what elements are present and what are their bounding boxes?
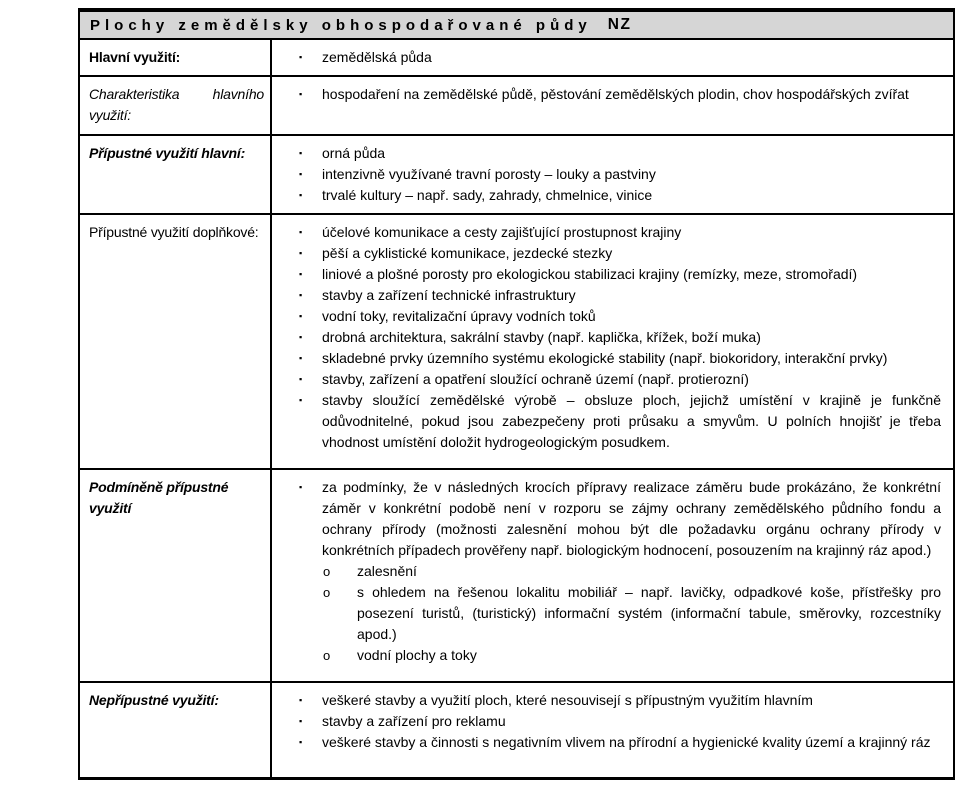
square-bullet-icon: ▪ [299, 290, 303, 300]
list-item [272, 164, 941, 185]
list-item [272, 143, 941, 164]
list-item [272, 306, 941, 327]
list-item [272, 47, 941, 68]
list-item [272, 369, 941, 390]
circle-bullet-icon: o [323, 585, 331, 600]
circle-bullet-icon: o [323, 564, 331, 579]
row-label: Přípustné využití hlavní: [80, 136, 272, 213]
list-item-text: za podmínky, že v následných krocích přípravy realizace záměru bude prokázáno, že konkrétní záměr v konkrétní podobě není v rozporu se zájmy ochrany zemědělského půdního fondu a ochrany přírody (možnosti zalesnění mohou být dle požadavku orgánu ochrany přírody v konkrétních případech prověřeny např. biologickým hodnocení, posouzením na krajinný ráz apod.) [322, 479, 941, 558]
sub-list-item-text: vodní plochy a toky [357, 647, 477, 663]
land-use-table [78, 8, 955, 780]
list-item-text: veškeré stavby a činnosti s negativním vlivem na přírodní a hygienické kvality území a krajinný ráz [322, 734, 931, 750]
list-item [272, 243, 941, 264]
table-title: Plochy zemědělsky obhospodařované půdy [90, 16, 592, 34]
zone-code: NZ [607, 16, 632, 33]
square-bullet-icon: ▪ [299, 269, 303, 279]
square-bullet-icon: ▪ [299, 716, 303, 726]
list-item-text: intenzivně využívané travní porosty – louky a pastviny [322, 166, 656, 182]
list-item-text: trvalé kultury – např. sady, zahrady, chmelnice, vinice [322, 187, 653, 203]
sub-list-item [272, 582, 941, 645]
square-bullet-icon: ▪ [299, 52, 303, 62]
list-item [272, 711, 941, 732]
table-row-permitted-main [80, 134, 953, 213]
square-bullet-icon: ▪ [299, 169, 303, 179]
list-item [272, 348, 941, 369]
list-item-text: drobná architektura, sakrální stavby (např. kaplička, křížek, boží muka) [322, 329, 761, 345]
square-bullet-icon: ▪ [299, 227, 303, 237]
table-header-row [80, 12, 953, 40]
list-item-text: zemědělská půda [322, 49, 432, 65]
list-item-text: skladebné prvky územního systému ekologické stability (např. biokoridory, interakční prvky) [322, 350, 888, 366]
square-bullet-icon: ▪ [299, 89, 303, 99]
square-bullet-icon: ▪ [299, 737, 303, 747]
row-content [272, 77, 953, 134]
list-item [272, 732, 941, 753]
list-item-text: stavby a zařízení technické infrastruktury [322, 287, 576, 303]
square-bullet-icon: ▪ [299, 332, 303, 342]
list-item [272, 477, 941, 561]
row-label: Hlavní využití: [80, 40, 272, 75]
sub-list-item-text: zalesnění [357, 563, 417, 579]
square-bullet-icon: ▪ [299, 311, 303, 321]
row-label: Nepřípustné využití: [80, 683, 272, 777]
sub-list-item-text: s ohledem na řešenou lokalitu mobiliář – např. lavičky, odpadkové koše, přístřešky pro posezení turistů, (turistický) informační systém (informační tabule, směrovky, rozcestníky apod.) [357, 584, 941, 642]
list-item-text: pěší a cyklistické komunikace, jezdecké stezky [322, 245, 613, 261]
list-item [272, 222, 941, 243]
square-bullet-icon: ▪ [299, 695, 303, 705]
square-bullet-icon: ▪ [299, 395, 303, 405]
list-item-text: orná půda [322, 145, 386, 161]
row-label: Přípustné využití doplňkové: [80, 215, 272, 468]
row-content [272, 683, 953, 777]
list-item-text: liniové a plošné porosty pro ekologickou stabilizaci krajiny (remízky, meze, stromořadí) [322, 266, 858, 282]
row-label: Charakteristika hlavního využití: [80, 77, 272, 134]
table-row-impermissible [80, 681, 953, 777]
square-bullet-icon: ▪ [299, 374, 303, 384]
list-item [272, 84, 941, 105]
row-content [272, 136, 953, 213]
sub-list-item [272, 561, 941, 582]
square-bullet-icon: ▪ [299, 353, 303, 363]
list-item-text: účelové komunikace a cesty zajišťující prostupnost krajiny [322, 224, 682, 240]
list-item [272, 390, 941, 453]
list-item-text: stavby, zařízení a opatření sloužící ochraně území (např. protierozní) [322, 371, 749, 387]
row-label: Podmíněně přípustné využití [80, 470, 272, 681]
row-content [272, 470, 953, 681]
row-content [272, 40, 953, 75]
list-item-text: vodní toky, revitalizační úpravy vodních toků [322, 308, 596, 324]
sub-list-item [272, 645, 941, 666]
table-row-characteristics [80, 75, 953, 134]
list-item-text: hospodaření na zemědělské půdě, pěstování zemědělských plodin, chov hospodářských zvířat [322, 86, 909, 102]
square-bullet-icon: ▪ [299, 248, 303, 258]
table-row-permitted-supplementary [80, 213, 953, 468]
square-bullet-icon: ▪ [299, 148, 303, 158]
table-row-conditionally-permitted [80, 468, 953, 681]
square-bullet-icon: ▪ [299, 482, 303, 492]
list-item-text: veškeré stavby a využití ploch, které nesouvisejí s přípustným využitím hlavním [322, 692, 813, 708]
list-item-text: stavby a zařízení pro reklamu [322, 713, 506, 729]
list-item [272, 185, 941, 206]
row-content [272, 215, 953, 468]
table-row-main-use [80, 40, 953, 75]
list-item [272, 285, 941, 306]
square-bullet-icon: ▪ [299, 190, 303, 200]
list-item [272, 690, 941, 711]
circle-bullet-icon: o [323, 648, 331, 663]
list-item [272, 264, 941, 285]
list-item-text: stavby sloužící zemědělské výrobě – obsluze ploch, jejichž umístění v krajině je funkčně odůvodnitelné, pokud jsou zabezpečeny proti průsaku a smyvům. U polních hnojišť je třeba vhodnost umístění doložit hydrogeologickým posudkem. [322, 392, 941, 450]
list-item [272, 327, 941, 348]
